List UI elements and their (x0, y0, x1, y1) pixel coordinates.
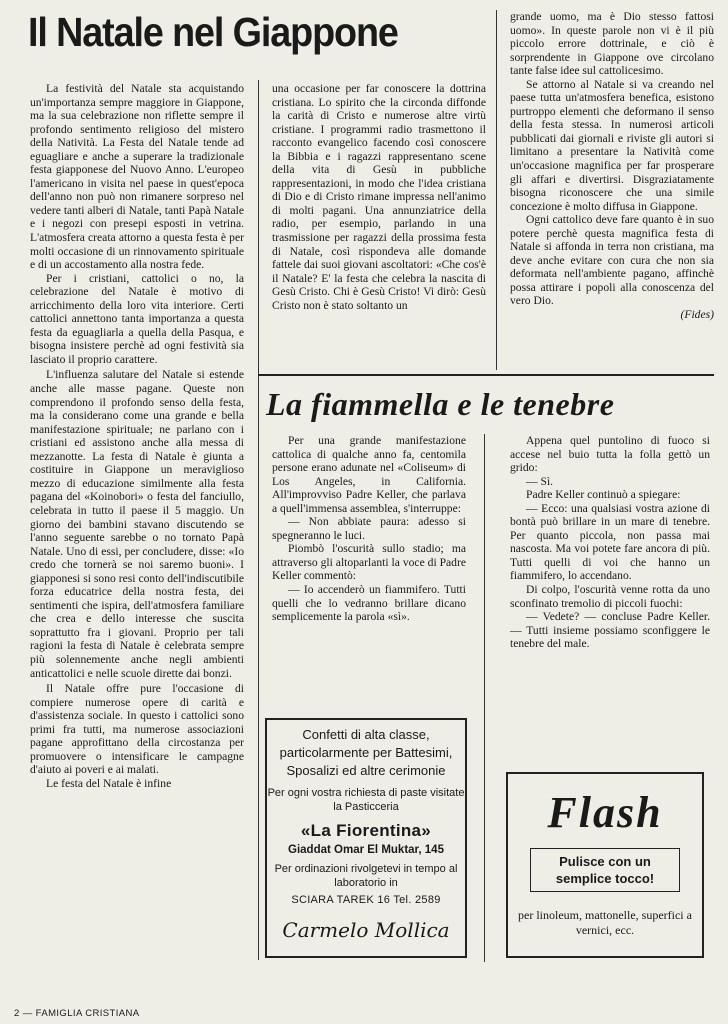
paragraph: grande uomo, ma è Dio stesso fattosi uomo». In queste parole non vi è il più piccolo errore dottrinale, e ciò è sorprendente in Giappone ove circolano tante false idee sul cattolicesimo. (510, 10, 714, 78)
paragraph: — Io accenderò un fiammifero. Tutti quelli che lo vedranno brillare dicano semplicemente la parola «sì». (272, 583, 466, 624)
ad-text: Per ogni vostra richiesta di paste visitate la Pasticceria (267, 787, 465, 813)
paragraph: una occasione per far conoscere la dottrina cristiana. Lo spirito che la circonda diffonde la carità di Cristo e numerose altre virtù cristiane. I programmi radio trasmettono il racconto evangelico facendo così conoscere la Bibbia e i ragazzi rappresentano scene della vita di Gesù in pubbliche rappresentazioni, in modo che l'idea cristiana di Dio e di Cristo rimane impressa nell'animo di molti pagani. Una annunziatrice della radio, per esempio, parlando in una trasmissione per ragazzi della prossima festa di Natale, così rispondeva alle domande fattele dai suoi giovani ascoltatori: «Che cos'è il Natale? E' la festa che celebra la nascita di Gesù Cristo. Chi è Gesù Cristo! Vi dirò: Gesù Cristo non è stato soltanto un (272, 82, 486, 312)
advertisement-flash (506, 772, 704, 958)
article2-column-1 (272, 434, 466, 624)
ad-phone: SCIARA TAREK 16 Tel. 2589 (291, 894, 441, 906)
column-divider (258, 80, 259, 960)
paragraph: Piombò l'oscurità sullo stadio; ma attraverso gli altoparlanti la voce di Padre Keller commentò: (272, 542, 466, 583)
ad-signature: Carmelo Mollica (282, 918, 450, 942)
paragraph: La festività del Natale sta acquistando un'importanza sempre maggiore in Giappone, ma la sua celebrazione non riflette sempre il profondo sentimento religioso del mistero della Natività. La Festa del Natale tende ad eguagliare e anche a superare la tradizionale festa giapponese del Nuovo Anno. L'europeo l'americano in visita nel paese in quest'epoca dell'anno non può non rimanere sorpreso nel vedere tanti alberi di Natale, tanti Papà Natale e i negozi con presepi esposti in vetrina. L'atmosfera creata attorno a questa festa è per molti occasione di un rinnovamento spirituale e di un accostamento alla nostra fede. (30, 82, 244, 272)
column-divider (484, 434, 485, 962)
paragraph: Per una grande manifestazione cattolica di qualche anno fa, centomila persone erano adunate nel «Coliseum» di Los Angeles, in California. All'improvviso Padre Keller, che parlava a quell'immensa assemblea, s'interruppe: (272, 434, 466, 515)
column-divider (496, 10, 497, 370)
paragraph: L'influenza salutare del Natale si estende anche alle masse pagane. Queste non comprendono il profondo senso della festa, ma la considerano come una grande e bella manifestazione spirituale; ne parlano con i cristiani ed assistono anche alla messa di mezzanotte. La festa di Natale è giunta a costituire in Giappone un meraviglioso mezzo di educazione similmente alla festa pagana del «Koinobori» o festa del fanciullo, celebrata in tutto il paese il 5 maggio. Un giorno dei bambini stavano discutendo se l'anno seguente sarebbe o no tornato Papà Natale. Uno di essi, per concludere, disse: «Io credo che tornerà se noi saremo buoni». I giapponesi si sono resi conto dell'indiscutibile forza educatrice della nostra festa, dei sentimenti che ispira, dell'atmosfera familiare che crea e dello interesse che suscita soprattutto fra i giovani. Proprio per tali ragioni la festa di Natale è celebrata sempre più solennemente anche negli ambienti anticattolici e nelle scuole dirette dai bonzi. (30, 368, 244, 680)
ad-address: Giaddat Omar El Muktar, 145 (288, 844, 444, 856)
article1-column-1 (30, 82, 244, 790)
paragraph: — Sì. (526, 474, 554, 488)
paragraph: — Non abbiate paura: adesso si spegneranno le luci. (272, 515, 466, 542)
paragraph: Per i cristiani, cattolici o no, la celebrazione del Natale è motivo di arricchimento della loro vita interiore. Certi cattolici annettono tanta importanza a questa festa da eguagliarla a quella della Pasqua, e bisogna insistere perchè ad ogni festività sia lasciato il proprio carattere. (30, 271, 244, 366)
advertisement-fiorentina (265, 718, 467, 958)
paragraph: Padre Keller continuò a spiegare: (526, 488, 681, 502)
article1-column-3 (510, 10, 714, 322)
paragraph: Il Natale offre pure l'occasione di compiere numerose opere di carità e d'assistenza sociale. In questo i cattolici sono primi fra tutti, ma numerose associazioni pagane approfittano della circostanza per promuovere o intensificare le campagne d'aiuto ai poveri e ai malati. (30, 682, 244, 777)
paragraph: Appena quel puntolino di fuoco si accese nel buio tutta la folla gettò un grido: (510, 434, 710, 475)
article-source: (Fides) (680, 308, 714, 322)
article-title-fiammella: La fiammella e le tenebre (266, 386, 615, 422)
article1-column-2 (272, 82, 486, 312)
paragraph: Se attorno al Natale si va creando nel paese tutta un'atmosfera benefica, esistono purtroppo elementi che deformano il senso della festa stessa. In numerosi articoli pubblicati dai giornali e riviste gli autori si limitano a presentare la Natività come un'occasione magnifica per far prosperare gli affari e divertirsi. Disgraziatamente bisogna riconoscere che una simile concezione è molto diffusa in Giappone. (510, 77, 714, 213)
ad-brand: Flash (547, 788, 663, 837)
section-divider (258, 374, 714, 376)
paragraph: — Vedete? — concluse Padre Keller. — Tutti insieme possiamo sconfiggere le tenebre del male. (510, 610, 710, 651)
article-title-natale-giappone: Il Natale nel Giappone (28, 9, 398, 55)
ad-text: per linoleum, mattonelle, superfici a vernici, ecc. (518, 908, 692, 937)
paragraph: Le festa del Natale è infine (46, 776, 172, 790)
paragraph: — Ecco: una qualsiasi vostra azione di bontà può brillare in un mare di tenebre. Per quanto piccola, non passa mai nascosta. Ma voi potete fare ancora di più. Tutti quelli di voi che hanno un fiammifero, lo accendano. (510, 501, 710, 583)
paragraph: Di colpo, l'oscurità venne rotta da uno sconfinato tremolio di piccoli fuochi: (510, 583, 710, 610)
article2-column-2 (510, 434, 710, 651)
ad-tagline: Pulisce con un semplice tocco! (530, 848, 680, 892)
paragraph: Ogni cattolico deve fare quanto è in suo potere perchè questa magnifica festa di Natale si affonda in terra non cristiana, ma deve anche evitare con cura che non sia deformata nell'ambiente pagano, affinchè possa attirare i popoli alla conoscenza del vero Dio. (510, 213, 714, 308)
ad-brand: «La Fiorentina» (300, 821, 432, 840)
ad-headline: Confetti di alta classe, particolarmente per Battesimi, Sposalizi ed altre cerimonie (279, 727, 453, 778)
page-footer: 2 — FAMIGLIA CRISTIANA (14, 1008, 140, 1019)
ad-text: Per ordinazioni rivolgetevi in tempo al laboratorio in (274, 863, 458, 889)
